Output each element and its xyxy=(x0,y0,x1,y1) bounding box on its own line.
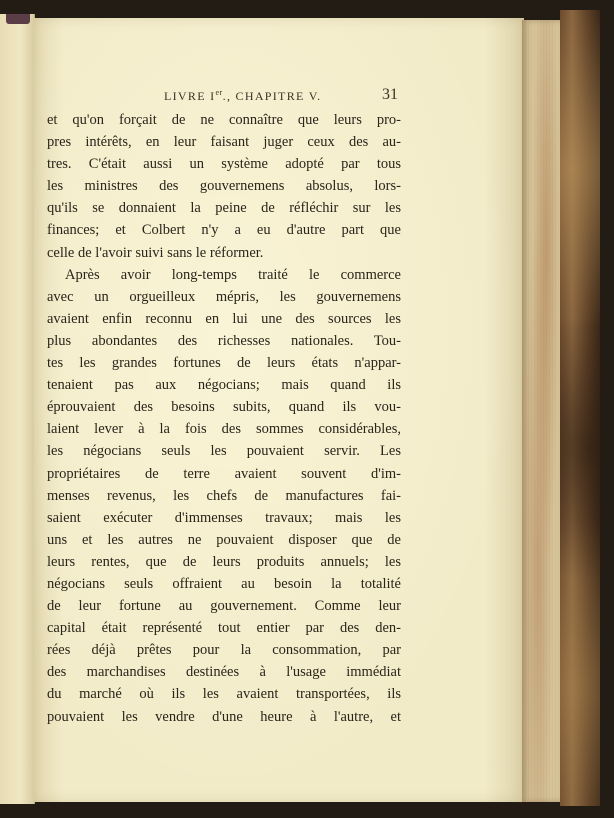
text-line: saient exécuter d'immenses travaux; mais les xyxy=(47,509,401,526)
text-line: leurs rentes, que de leurs produits annuels; les xyxy=(47,553,401,570)
text-line: les ministres des gouvernemens absolus, lors- xyxy=(47,178,401,195)
text-line: plus abondantes des richesses nationales. Tou- xyxy=(47,332,401,349)
text-line: celle de l'avoir suivi sans le réformer. xyxy=(47,244,264,261)
text-line: laient lever à la fois des sommes considérables, xyxy=(47,421,401,438)
body-text xyxy=(47,109,401,728)
text-line: de leur fortune au gouvernement. Comme leur xyxy=(47,598,401,615)
text-line: du marché où ils les avaient transportées, ils xyxy=(47,686,401,703)
page-block-edges xyxy=(522,20,562,802)
text-line: éprouvaient des besoins subits, quand ils vou- xyxy=(47,399,401,416)
text-line: avec un orgueilleux mépris, les gouvernemens xyxy=(47,288,401,305)
text-line: tenaient pas aux négocians; mais quand ils xyxy=(47,377,401,394)
text-line: tres. C'était aussi un système adopté par tous xyxy=(47,156,401,173)
text-line: propriétaires de terre avaient souvent d'im- xyxy=(47,465,401,482)
text-line: tes les grandes fortunes de leurs états n'appar- xyxy=(47,355,401,372)
running-title: LIVRE I xyxy=(164,89,216,103)
text-line: finances; et Colbert n'y a eu d'autre part que xyxy=(47,222,401,239)
running-header xyxy=(164,88,321,104)
text-line: des marchandises destinées à l'usage immédiat xyxy=(47,664,401,681)
book-cover-edge xyxy=(560,10,600,806)
running-title-superscript: er xyxy=(215,88,223,97)
text-line: capital était représenté tout entier par des den- xyxy=(47,620,401,637)
text-line: avaient enfin reconnu en lui une des sources les xyxy=(47,310,401,327)
page-number: 31 xyxy=(382,86,398,103)
text-line: menses revenus, les chefs de manufactures fai- xyxy=(47,487,401,504)
text-line: pouvaient les vendre d'une heure à l'autre, et xyxy=(47,708,401,725)
text-line: et qu'on forçait de ne connaître que leurs pro- xyxy=(47,112,401,128)
text-line: les négocians seuls les pouvaient servir. Les xyxy=(47,443,401,460)
left-page-edge xyxy=(0,14,35,804)
text-line: négocians seuls offraient au besoin la totalité xyxy=(47,575,401,592)
text-line: Après avoir long-temps traité le commerce xyxy=(65,266,401,283)
text-line: uns et les autres ne pouvaient disposer que de xyxy=(47,531,401,548)
text-line: rées déjà prêtes pour la consommation, par xyxy=(47,642,401,659)
text-line: qu'ils se donnaient la peine de réfléchir sur les xyxy=(47,200,401,217)
running-title-chapter: ., CHAPITRE V. xyxy=(222,89,322,103)
bookmark-ribbon xyxy=(6,14,30,24)
text-line: pres intérêts, en leur faisant juger ceux des au- xyxy=(47,134,401,151)
